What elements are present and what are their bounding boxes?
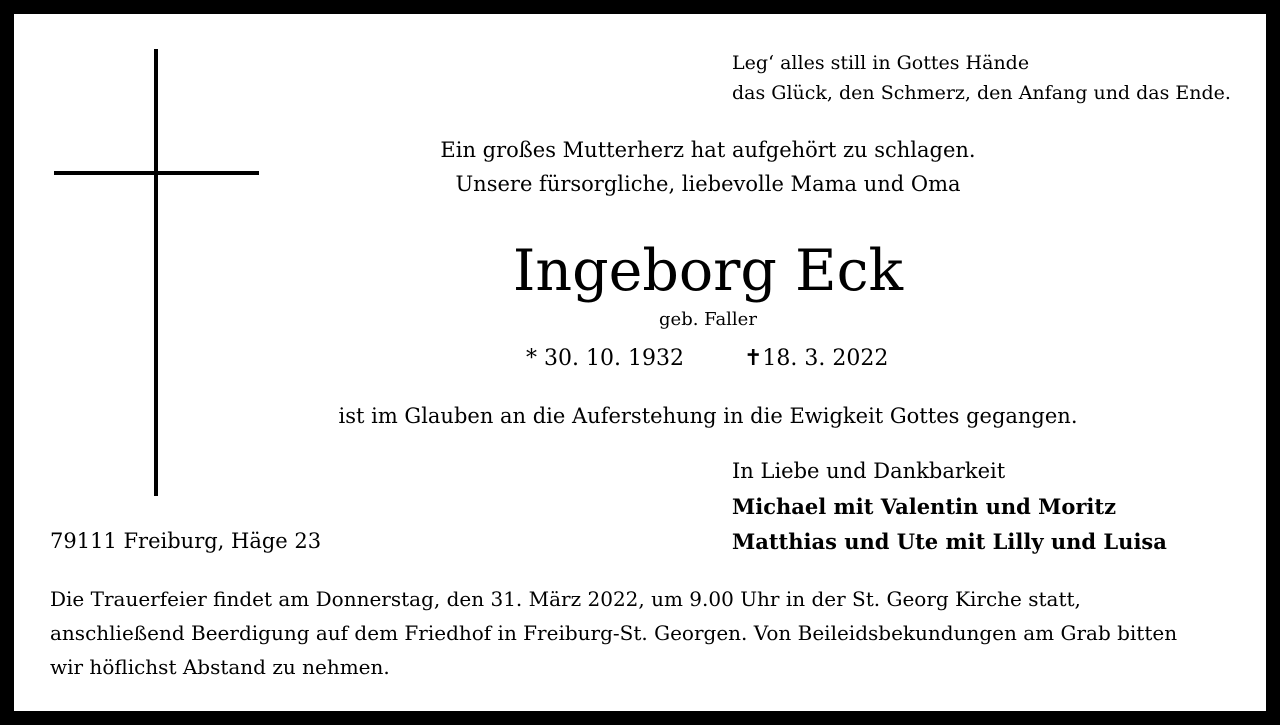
motto-line-1: Leg‘ alles still in Gottes Hände [732,52,1030,74]
mourners-block [732,454,1167,559]
funeral-line-2: anschließend Beerdigung auf dem Friedhof in Freiburg-St. Georgen. Von Beileidsbekundungen am Grab bitten [50,621,1178,645]
cross-horizontal-bar [54,171,259,175]
motto-verse [732,48,1231,108]
motto-line-2: das Glück, den Schmerz, den Anfang und das Ende. [732,82,1231,104]
funeral-line-1: Die Trauerfeier findet am Donnerstag, den 31. März 2022, um 9.00 Uhr in der St. Georg Kirche statt, [50,587,1081,611]
intro-line-2: Unsere fürsorgliche, liebevolle Mama und Oma [455,172,961,196]
mourners-intro: In Liebe und Dankbarkeit [732,459,1006,483]
maiden-name: geb. Faller [659,309,757,330]
intro-text [414,133,1002,201]
mourner-line-2: Matthias und Ute mit Lilly und Luisa [732,529,1167,554]
belief-statement: ist im Glauben an die Auferstehung in die Ewigkeit Gottes gegangen. [338,404,1078,428]
funeral-line-3: wir höflichst Abstand zu nehmen. [50,655,390,679]
funeral-details [50,582,1235,684]
birth-date: * 30. 10. 1932 [526,346,684,371]
family-address: 79111 Freiburg, Häge 23 [50,529,322,553]
deceased-name: Ingeborg Eck [512,238,904,304]
cross-vertical-bar [154,49,158,496]
obituary-notice [14,14,1266,711]
life-dates [526,343,889,375]
death-date: ✝18. 3. 2022 [744,346,889,371]
intro-line-1: Ein großes Mutterherz hat aufgehört zu schlagen. [440,138,976,162]
mourner-line-1: Michael mit Valentin und Moritz [732,494,1117,519]
